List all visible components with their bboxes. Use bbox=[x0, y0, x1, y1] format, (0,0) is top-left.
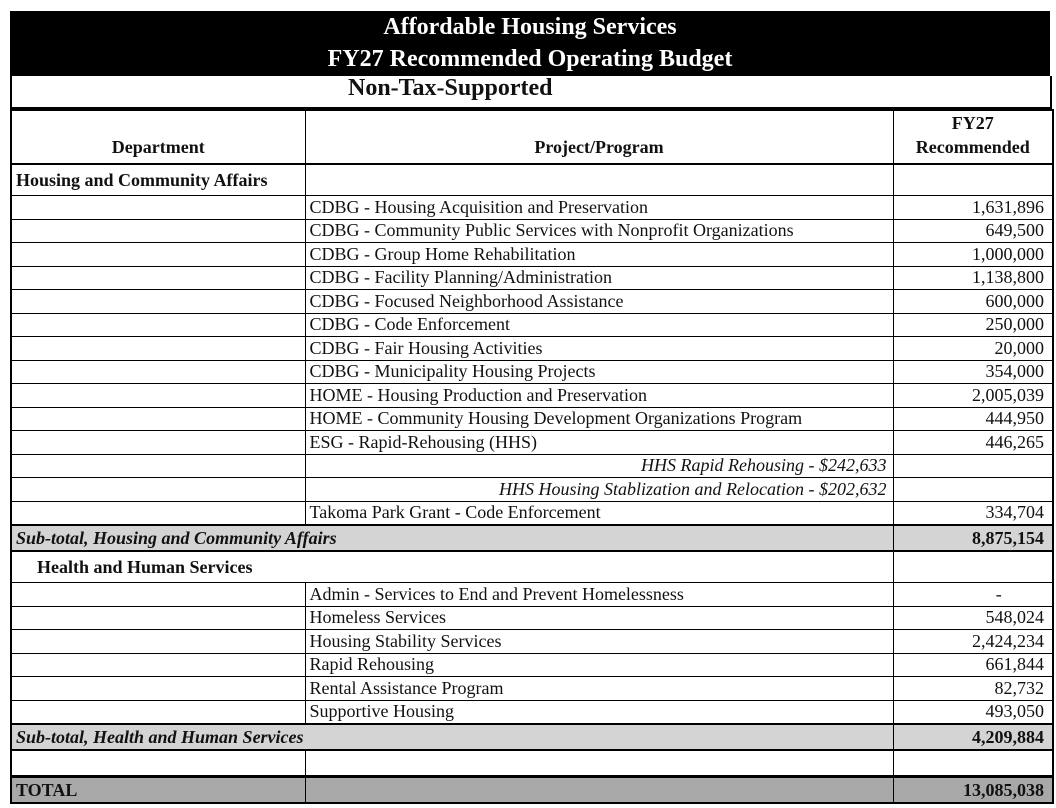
subtotal-row-hca bbox=[11, 525, 1053, 551]
program-cell: Rental Assistance Program bbox=[305, 677, 893, 701]
subtitle-row bbox=[10, 76, 1052, 109]
note-cell: HHS Housing Stablization and Relocation - $202,632 bbox=[305, 478, 893, 502]
program-cell: CDBG - Code Enforcement bbox=[305, 313, 893, 337]
program-cell: HOME - Community Housing Development Organizations Program bbox=[305, 407, 893, 431]
table-row bbox=[11, 653, 1053, 677]
total-label: TOTAL bbox=[11, 777, 305, 804]
amount-cell: 493,050 bbox=[893, 700, 1053, 724]
table-row bbox=[11, 407, 1053, 431]
amount-cell: 1,138,800 bbox=[893, 266, 1053, 290]
table-row bbox=[11, 219, 1053, 243]
table-row bbox=[11, 384, 1053, 408]
program-cell: CDBG - Facility Planning/Administration bbox=[305, 266, 893, 290]
program-cell: CDBG - Fair Housing Activities bbox=[305, 337, 893, 361]
title-line-1: Affordable Housing Services bbox=[383, 14, 677, 40]
table-row bbox=[11, 431, 1053, 455]
amount-cell: 2,424,234 bbox=[893, 630, 1053, 654]
amount-cell: 354,000 bbox=[893, 360, 1053, 384]
section-name: Housing and Community Affairs bbox=[11, 164, 305, 196]
amount-cell: 250,000 bbox=[893, 313, 1053, 337]
amount-cell: 548,024 bbox=[893, 606, 1053, 630]
table-row bbox=[11, 583, 1053, 607]
header-row bbox=[11, 110, 1053, 164]
program-cell: Takoma Park Grant - Code Enforcement bbox=[305, 501, 893, 525]
subtotal-amount: 4,209,884 bbox=[893, 724, 1053, 750]
program-cell: Housing Stability Services bbox=[305, 630, 893, 654]
table-row bbox=[11, 700, 1053, 724]
table-row bbox=[11, 360, 1053, 384]
program-cell: CDBG - Focused Neighborhood Assistance bbox=[305, 290, 893, 314]
program-cell: Admin - Services to End and Prevent Homelessness bbox=[305, 583, 893, 607]
amount-cell: 649,500 bbox=[893, 219, 1053, 243]
amount-cell: 334,704 bbox=[893, 501, 1053, 525]
program-cell: CDBG - Housing Acquisition and Preservation bbox=[305, 196, 893, 220]
table-row bbox=[11, 501, 1053, 525]
title-line-2: FY27 Recommended Operating Budget bbox=[327, 46, 733, 72]
amount-cell: 2,005,039 bbox=[893, 384, 1053, 408]
program-cell: CDBG - Group Home Rehabilitation bbox=[305, 243, 893, 267]
table-row bbox=[11, 630, 1053, 654]
amount-cell: 446,265 bbox=[893, 431, 1053, 455]
amount-cell: 444,950 bbox=[893, 407, 1053, 431]
note-row bbox=[11, 478, 1053, 502]
total-row bbox=[11, 777, 1053, 804]
subtotal-label: Sub-total, Health and Human Services bbox=[11, 724, 893, 750]
subtitle: Non-Tax-Supported bbox=[348, 75, 553, 101]
fy-header-line2: Recommended bbox=[915, 137, 1030, 157]
table-row bbox=[11, 606, 1053, 630]
amount-cell: 661,844 bbox=[893, 653, 1053, 677]
subtotal-label: Sub-total, Housing and Community Affairs bbox=[11, 525, 893, 551]
program-cell: CDBG - Municipality Housing Projects bbox=[305, 360, 893, 384]
section-row-hhs bbox=[11, 551, 1053, 583]
amount-cell: 20,000 bbox=[893, 337, 1053, 361]
table-row bbox=[11, 243, 1053, 267]
department-header: Department bbox=[11, 110, 305, 164]
fy-header-line1: FY27 bbox=[951, 113, 994, 133]
amount-cell: - bbox=[893, 583, 1053, 607]
amount-cell: 82,732 bbox=[893, 677, 1053, 701]
section-name: Health and Human Services bbox=[11, 551, 893, 583]
table-row bbox=[11, 313, 1053, 337]
program-cell: Rapid Rehousing bbox=[305, 653, 893, 677]
amount-cell: 1,000,000 bbox=[893, 243, 1053, 267]
note-row bbox=[11, 454, 1053, 478]
amount-cell: 1,631,896 bbox=[893, 196, 1053, 220]
subtotal-row-hhs bbox=[11, 724, 1053, 750]
section-row-hca bbox=[11, 164, 1053, 196]
note-cell: HHS Rapid Rehousing - $242,633 bbox=[305, 454, 893, 478]
program-cell: Homeless Services bbox=[305, 606, 893, 630]
report-title bbox=[10, 11, 1050, 76]
amount-cell: 600,000 bbox=[893, 290, 1053, 314]
table-row bbox=[11, 677, 1053, 701]
total-amount: 13,085,038 bbox=[893, 777, 1053, 804]
table-row bbox=[11, 337, 1053, 361]
program-cell: CDBG - Community Public Services with Nonprofit Organizations bbox=[305, 219, 893, 243]
table-row bbox=[11, 196, 1053, 220]
blank-row bbox=[11, 750, 1053, 777]
table-row bbox=[11, 290, 1053, 314]
table-row bbox=[11, 266, 1053, 290]
program-cell: Supportive Housing bbox=[305, 700, 893, 724]
fy-header bbox=[893, 110, 1053, 164]
budget-table bbox=[10, 109, 1054, 804]
program-cell: HOME - Housing Production and Preservation bbox=[305, 384, 893, 408]
subtotal-amount: 8,875,154 bbox=[893, 525, 1053, 551]
project-header: Project/Program bbox=[305, 110, 893, 164]
program-cell: ESG - Rapid-Rehousing (HHS) bbox=[305, 431, 893, 455]
